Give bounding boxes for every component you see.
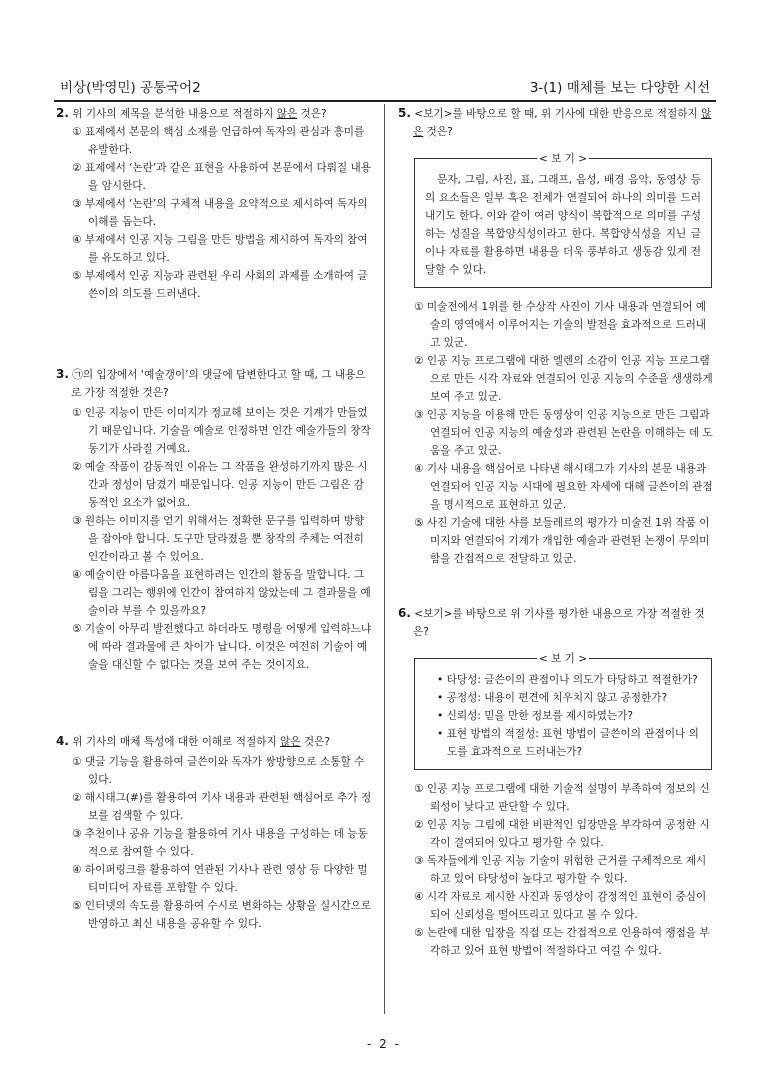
option-2[interactable]: ② 해시태그(#)를 활용하여 기사 내용과 관련된 핵심어로 추가 정보를 검색할 수 있다. — [72, 792, 372, 822]
stem-text: 위 기사의 제목을 분석한 내용으로 적절하지 — [72, 108, 277, 120]
option-1[interactable]: ① 표제에서 본문의 핵심 소재를 언급하여 독자의 관심과 흥미를 유발한다. — [72, 126, 365, 156]
option-5[interactable]: ⑤ 사진 기술에 대한 샤를 보들레르의 평가가 미술전 1위 작품 이미지와 연결되어 기계가 개입한 예술과 관련된 논쟁이 무의미함을 간접적으로 전달하고 있군. — [414, 517, 710, 565]
right-column — [398, 104, 716, 960]
question-number: 5. — [398, 106, 411, 120]
textbook-title: 비상(박영민) 공통국어2 — [60, 80, 201, 96]
bogi-item: • 신뢰성: 믿을 만한 정보를 제시하였는가? — [437, 710, 634, 722]
option-3[interactable]: ③ 인공 지능을 이용해 만든 동영상이 인공 지능으로 만든 그림과 연결되어 인공 지능의 예술성과 관련된 논란을 이해하는 데 도움을 주고 있군. — [414, 409, 713, 457]
header-rule — [54, 100, 716, 102]
option-4[interactable]: ④ 시각 자료로 제시한 사진과 동영상이 감정적인 표현이 중심이 되어 신뢰성을 떨어뜨리고 있다고 볼 수 있다. — [414, 891, 707, 921]
option-4[interactable]: ④ 기사 내용을 핵심어로 나타낸 해시태그가 기사의 본문 내용과 연결되어 인공 지능 시대에 필요한 자세에 대해 글쓴이의 관점을 명시적으로 표현하고 있군. — [414, 463, 713, 511]
option-1[interactable]: ① 인공 지능 프로그램에 대한 기술적 설명이 부족하여 정보의 신뢰성이 낮다고 판단할 수 있다. — [414, 783, 710, 813]
stem-text: ㉠의 입장에서 ‘예술갱이’의 댓글에 답변한다고 할 때, 그 내용으로 가장 적절한 것은? — [71, 369, 366, 399]
column-divider — [384, 104, 385, 1014]
option-5[interactable]: ⑤ 논란에 대한 입장을 직접 또는 간접적으로 인용하여 쟁점을 부각하고 있어 표현 방법이 적절하다고 여길 수 있다. — [414, 927, 710, 957]
stem-underlined: 않은 — [276, 108, 298, 120]
bogi-box — [414, 153, 712, 288]
question-stem — [398, 104, 716, 141]
stem-text-end: 것은? — [300, 736, 331, 748]
stem-underlined: 않은 — [280, 736, 301, 748]
question-stem — [56, 104, 374, 123]
option-4[interactable]: ④ 예술이란 아름다움을 표현하려는 인간의 활동을 말합니다. 그림을 그리는 행위에 인간이 참여하지 않았는데 그 결과물을 예술이라 부를 수 있을까요? — [72, 569, 371, 617]
bogi-item: • 표현 방법의 적절성: 표현 방법이 글쓴이의 관점이나 의도를 효과적으로 드러내는가? — [437, 728, 699, 758]
option-2[interactable]: ② 예술 작품이 감동적인 이유는 그 작품을 완성하기까지 많은 시간과 정성이 담겼기 때문입니다. 인공 지능이 만든 그림은 감동적인 요소가 없어요. — [72, 461, 368, 509]
bogi-item: • 공정성: 내용이 편견에 치우치지 않고 공정한가? — [437, 692, 668, 704]
bogi-title: < 보 기 > — [538, 653, 588, 665]
option-2[interactable]: ② 인공 지능 프로그램에 대한 엘렌의 소감이 인공 지능 프로그램으로 만든 시각 자료와 연결되어 인공 지능의 수준을 생생하게 보여 주고 있군. — [414, 355, 713, 403]
question-2 — [56, 104, 374, 303]
option-1[interactable]: ① 댓글 기능을 활용하여 글쓴이와 독자가 쌍방향으로 소통할 수 있다. — [72, 756, 365, 786]
option-4[interactable]: ④ 부제에서 인공 지능 그림을 만든 방법을 제시하여 독자의 참여를 유도하고 있다. — [72, 234, 368, 264]
stem-text: <보기>를 바탕으로 위 기사를 평가한 내용으로 가장 적절한 것은? — [413, 608, 705, 638]
option-2[interactable]: ② 인공 지능 그림에 대한 비판적인 입장만을 부각하여 공정한 시각이 결여되어 있다고 평가할 수 있다. — [414, 819, 710, 849]
option-5[interactable]: ⑤ 인터넷의 속도를 활용하여 수시로 변화하는 상황을 실시간으로 반영하고 최신 내용을 공유할 수 있다. — [72, 900, 372, 930]
option-2[interactable]: ② 표제에서 ‘논란’과 같은 표현을 사용하여 본문에서 다뤄질 내용을 암시한다. — [72, 162, 372, 192]
option-1[interactable]: ① 인공 지능이 만든 이미지가 정교해 보이는 것은 기계가 만들었기 때문입니다. 기술을 예술로 인정하면 인간 예술가들의 창작 동기가 사라질 거예요. — [72, 407, 371, 455]
question-5 — [398, 104, 716, 568]
question-number: 2. — [56, 106, 69, 120]
stem-text: <보기>를 바탕으로 할 때, 위 기사에 대한 반응으로 적절하지 — [414, 108, 702, 120]
bogi-item: • 타당성: 글쓴이의 관점이나 의도가 타당하고 적절한가? — [437, 674, 698, 686]
page-header — [60, 76, 710, 96]
question-stem — [56, 732, 374, 751]
stem-text: 위 기사의 매체 특성에 대한 이해로 적절하지 — [72, 736, 281, 748]
page-number: - 2 - — [367, 1037, 401, 1051]
bogi-title: < 보 기 > — [538, 153, 588, 165]
option-3[interactable]: ③ 추천이나 공유 기능을 활용하여 기사 내용을 구성하는 데 능동적으로 참여할 수 있다. — [72, 828, 368, 858]
unit-title: 3-(1) 매체를 보는 다양한 시선 — [529, 80, 710, 96]
question-number: 3. — [56, 367, 69, 381]
option-3[interactable]: ③ 원하는 이미지를 얻기 위해서는 정확한 문구를 입력하며 방향을 잡아야 합니다. 도구만 달라졌을 뿐 창작의 주체는 여전히 인간이라고 볼 수 있어요. — [72, 515, 365, 563]
option-3[interactable]: ③ 부제에서 ‘논란’의 구체적 내용을 요약적으로 제시하여 독자의 이해를 돕는다. — [72, 198, 368, 228]
bogi-title-wrap — [415, 650, 711, 668]
stem-text-end: 것은? — [297, 108, 327, 120]
bogi-text: 문자, 그림, 사진, 표, 그래프, 음성, 배경 음악, 동영상 등의 요소들은 일부 혹은 전체가 연결되어 하나의 의미를 드러내기도 한다. 이와 같이 여러 양식이 복합적으로 의미를 구성하는 성질을 복합양식성이라고 한다. 복합양식성을 지닌 글이나 자료를 활용하면 내용을 더욱 풍부하고 생동감 있게 전달할 수 있다. — [425, 174, 701, 276]
question-4 — [56, 732, 374, 933]
question-stem — [56, 365, 374, 402]
stem-text-end: 것은? — [423, 126, 453, 138]
option-1[interactable]: ① 미술전에서 1위를 한 수상작 사진이 기사 내용과 연결되어 예술의 영역에서 이루어지는 기술의 발전을 효과적으로 드러내고 있군. — [414, 301, 707, 349]
question-3 — [56, 365, 374, 674]
option-3[interactable]: ③ 독자들에게 인공 지능 기술이 위험한 근거를 구체적으로 제시하고 있어 타당성이 높다고 평가할 수 있다. — [414, 855, 707, 885]
question-number: 6. — [398, 606, 411, 620]
question-stem — [398, 604, 716, 641]
bogi-list — [425, 671, 701, 761]
option-5[interactable]: ⑤ 기술이 아무리 발전했다고 하더라도 명령을 어떻게 입력하느냐에 따라 결과물에 큰 차이가 납니다. 이것은 여전히 기술이 예술을 대신할 수 없다는 것을 보여 주는 것이지요. — [72, 623, 372, 671]
question-6 — [398, 604, 716, 960]
option-5[interactable]: ⑤ 부제에서 인공 지능과 관련된 우리 사회의 과제를 소개하여 글쓴이의 의도를 드러낸다. — [72, 270, 368, 300]
left-column — [56, 104, 374, 933]
question-number: 4. — [56, 734, 69, 748]
option-4[interactable]: ④ 하이퍼링크를 활용하여 연관된 기사나 관련 영상 등 다양한 멀티미디어 자료를 포함할 수 있다. — [72, 864, 368, 894]
bogi-box — [414, 653, 712, 770]
bogi-title-wrap — [415, 150, 711, 168]
stem-underlined: 않은 — [413, 108, 712, 138]
